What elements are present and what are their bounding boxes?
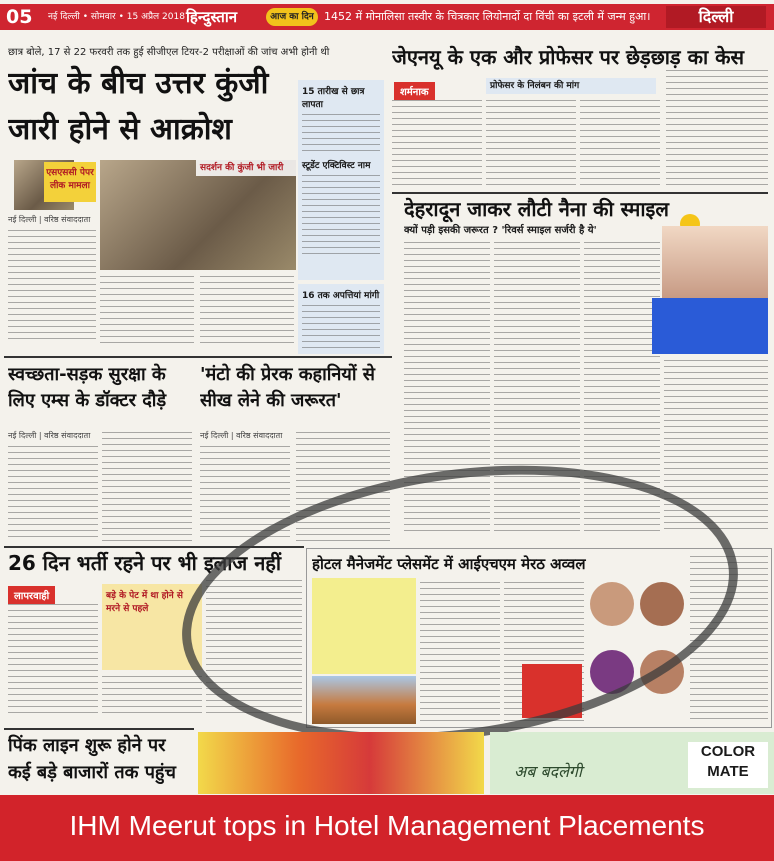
ad-text: अब बदलेगी xyxy=(514,762,583,781)
side1-body xyxy=(302,114,380,154)
admission-tag-wrap xyxy=(8,584,55,604)
cbse-body-col2 xyxy=(100,276,194,346)
admission-box: बड़े के पेट में था होने से मरने से पहले xyxy=(102,584,202,670)
cbse-sidebar xyxy=(298,80,384,280)
cbse-byline: नई दिल्ली | वरिष्ठ संवाददाता xyxy=(8,215,91,224)
swachhta-byline: नई दिल्ली | वरिष्ठ संवाददाता xyxy=(8,431,91,440)
jnu-body-col2 xyxy=(486,100,576,188)
jnu-body-col1 xyxy=(392,100,482,188)
cbse-tag: एसएससी पेपर लीक मामला xyxy=(44,162,96,202)
admission-tag: लापरवाही xyxy=(8,586,55,604)
manto-headline: 'मंटो की प्रेरक कहानियों से सीख लेने की जरूरत' xyxy=(200,364,375,411)
page-number: 05 xyxy=(6,6,33,28)
day-badge: आज का दिन xyxy=(266,8,318,26)
jnu-sub: प्रोफेसर के निलंबन की मांग xyxy=(486,78,656,94)
side3-body xyxy=(302,305,380,349)
ad-brand: COLOR MATE xyxy=(688,742,768,788)
cbse-photo xyxy=(100,160,296,270)
cbse-body-col1 xyxy=(8,230,96,340)
side2-body xyxy=(302,175,380,255)
city-label: दिल्ली xyxy=(666,6,766,28)
jnu-body-col4 xyxy=(666,70,768,188)
divider xyxy=(4,356,392,358)
issue-date: नई दिल्ली • सोमवार • 15 अप्रैल 2018 xyxy=(48,12,185,22)
caption-bar: IHM Meerut tops in Hotel Management Placements xyxy=(0,795,774,861)
side2-title: स्टूडेंट एक्टिविस्ट नाम xyxy=(302,161,371,171)
divider xyxy=(392,192,768,194)
cbse-body-col3 xyxy=(200,276,294,346)
ad-banner-left xyxy=(198,732,484,794)
masthead xyxy=(0,4,774,30)
jnu-tag-wrap xyxy=(394,80,435,100)
cbse-headline-line2: जारी होने से आक्रोश xyxy=(8,112,232,147)
naina-photo xyxy=(662,226,768,298)
manto-byline: नई दिल्ली | वरिष्ठ संवाददाता xyxy=(200,431,283,440)
newspaper-name: हिन्दुस्तान xyxy=(186,8,238,26)
cbse-photo-caption: सदर्शन की कुंजी भी जारी xyxy=(196,160,296,176)
divider xyxy=(4,728,194,730)
cbse-headline-line1: जांच के बीच उत्तर कुंजी xyxy=(8,66,269,101)
dehradun-headline: देहरादून जाकर लौटी नैना की स्माइल xyxy=(404,197,669,221)
pinkline-headline: पिंक लाइन शुरू होने पर कई बड़े बाजारों तक पहुंच xyxy=(8,735,176,783)
swachhta-headline: स्वच्छता-सड़क सुरक्षा के लिए एम्स के डॉक्टर दौड़े xyxy=(8,364,167,411)
ticker-text: 1452 में मोनालिसा तस्वीर के चित्रकार लियोनार्दो दा विंची का इटली में जन्म हुआ। xyxy=(324,10,651,23)
cbse-sidebar-2 xyxy=(298,284,384,354)
dehradun-sub: क्यों पड़ी इसकी जरूरत ? 'रिवर्स स्माइल सर्जरी है ये' xyxy=(404,225,597,236)
cbse-kicker: छात्र बोले, 17 से 22 फरवरी तक हुई सीजीएल टियर-2 परीक्षाओं की जांच अभी होनी थी xyxy=(8,47,330,58)
dehradun-highlight xyxy=(652,298,768,354)
admission-body-col1 xyxy=(8,604,98,714)
admission-headline: 26 दिन भर्ती रहने पर भी इलाज नहीं xyxy=(8,551,282,575)
swachhta-body-col1 xyxy=(8,446,98,542)
jnu-headline: जेएनयू के एक और प्रोफेसर पर छेड़छाड़ का केस xyxy=(392,45,744,69)
jnu-body-col3 xyxy=(580,100,660,188)
jnu-tag: शर्मनाक xyxy=(394,82,435,100)
swachhta-body-col2 xyxy=(102,432,192,542)
side1-title: 15 तारीख से छात्र लापता xyxy=(302,87,365,110)
admission-body-col2 xyxy=(102,676,202,716)
ihm-headline: होटल मैनेजमेंट प्लेसमेंट में आईएचएम मेरठ अव्वल xyxy=(312,555,586,573)
ad-banner-right xyxy=(490,732,774,794)
side3-title: 16 तक अपत्तियां मांगी xyxy=(302,291,380,301)
